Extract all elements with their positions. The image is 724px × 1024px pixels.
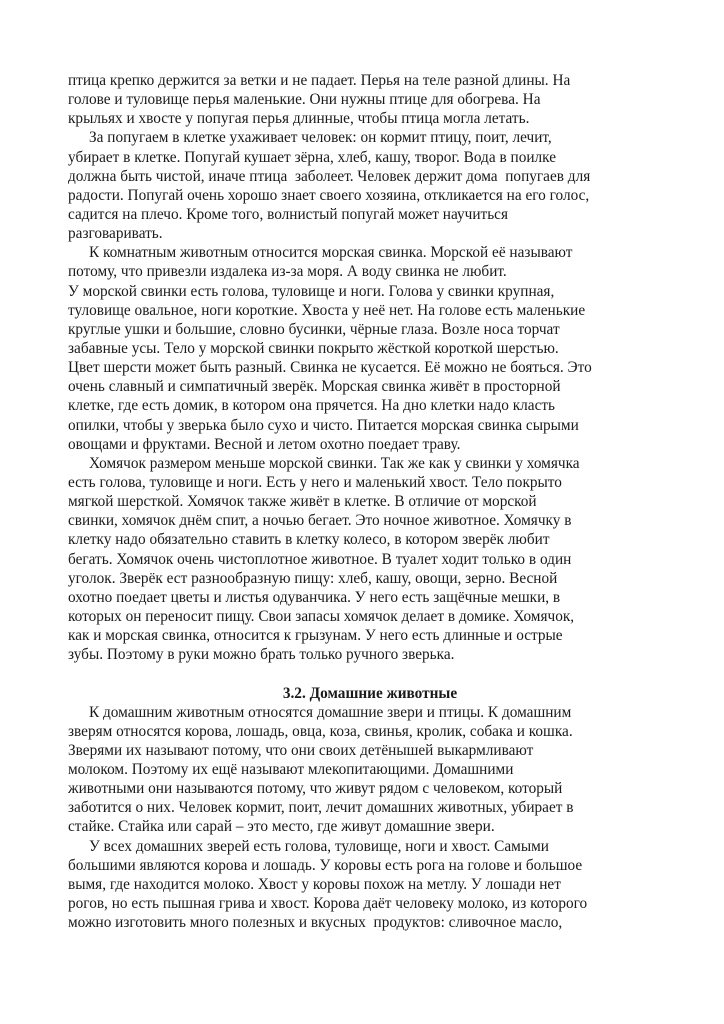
text-line: большими являются корова и лошадь. У коровы есть рога на голове и большое — [68, 856, 583, 874]
text-line: потому, что привезли издалека из-за моря. А воду свинка не любит. — [68, 263, 507, 281]
text-line: вымя, где находится молоко. Хвост у коровы похож на метлу. У лошади нет — [68, 875, 561, 893]
text-line: голове и туловище перья маленькие. Они нужны птице для обогрева. На — [68, 91, 541, 109]
paragraph-domestic-animals — [68, 703, 660, 837]
text-line: свинки, хомячок днём спит, а ночью бегает. Это ночное животное. Хомячку в — [68, 512, 572, 530]
document-page — [68, 71, 660, 932]
text-line: туловище овальное, ноги короткие. Хвоста у неё нет. На голове есть маленькие — [68, 301, 586, 319]
text-line: стайке. Стайка или сарай – это место, где живут домашние звери. — [68, 818, 495, 836]
text-line: есть голова, туловище и ноги. Есть у него и маленький хвост. Тело покрыто — [68, 473, 562, 491]
text-line: которых он переносит пищу. Свои запасы хомячок делает в домике. Хомячок, — [68, 607, 575, 625]
section-heading: 3.2. Домашние животные — [282, 684, 458, 702]
text-line: круглые ушки и большие, словно бусинки, чёрные глаза. Возле носа торчат — [68, 320, 560, 338]
text-line: К домашним животным относятся домашние звери и птицы. К домашним — [89, 703, 572, 721]
text-line: бегать. Хомячок очень чистоплотное животное. В туалет ходит только в один — [68, 550, 572, 568]
text-line: уголок. Зверёк ест разнообразную пищу: хлеб, кашу, овощи, зерно. Весной — [68, 569, 558, 587]
text-line: Зверями их называют потому, что они своих детёнышей выкармливают — [68, 741, 534, 759]
paragraph-parrot-care — [68, 128, 660, 243]
text-line: крыльях и хвосте у попугая перья длинные, чтобы птица могла летать. — [68, 110, 530, 128]
text-line: Хомячок размером меньше морской свинки. Так же как у свинки у хомячка — [89, 454, 580, 472]
text-line: можно изготовить много полезных и вкусных продуктов: сливочное масло, — [68, 914, 563, 932]
text-line: радости. Попугай очень хорошо знает своего хозяина, откликается на его голос, — [68, 186, 590, 204]
text-line: молоком. Поэтому их ещё называют млекопитающими. Домашними — [68, 761, 514, 779]
text-line: опилки, чтобы у зверька было сухо и чисто. Питается морская свинка сырыми — [68, 416, 579, 434]
text-line: охотно поедает цветы и листья одуванчика. У него есть защёчные мешки, в — [68, 588, 561, 606]
text-line: клетку надо обязательно ставить в клетку колесо, в котором зверёк любит — [68, 531, 550, 549]
text-line: должна быть чистой, иначе птица заболеет. Человек держит дома попугаев для — [68, 167, 591, 185]
paragraph-guinea-pig — [68, 243, 660, 454]
text-line: зубы. Поэтому в руки можно брать только ручного зверька. — [68, 646, 455, 664]
text-line: мягкой шерсткой. Хомячок также живёт в клетке. В отличие от морской — [68, 493, 537, 511]
text-line: К комнатным животным относится морская свинка. Морской её называют — [89, 244, 573, 262]
text-line: У морской свинки есть голова, туловище и ноги. Голова у свинки крупная, — [68, 282, 555, 300]
blank-line — [68, 664, 660, 683]
text-line: клетке, где есть домик, в котором она прячется. На дно клетки надо класть — [68, 397, 556, 415]
text-line: забавные усы. Тело у морской свинки покрыто жёсткой короткой шерстью. — [68, 339, 559, 357]
text-line: У всех домашних зверей есть голова, туловище, ноги и хвост. Самыми — [89, 837, 549, 855]
paragraph-parrot-body — [68, 71, 660, 128]
text-line: зверям относятся корова, лошадь, овца, коза, свинья, кролик, собака и кошка. — [68, 722, 573, 740]
text-line: убирает в клетке. Попугай кушает зёрна, хлеб, кашу, творог. Вода в поилке — [68, 148, 556, 166]
text-line: животными они называются потому, что живут рядом с человеком, который — [68, 780, 563, 798]
text-line: заботится о них. Человек кормит, поит, лечит домашних животных, убирает в — [68, 799, 574, 817]
text-line: птица крепко держится за ветки и не падает. Перья на теле разной длины. На — [68, 72, 571, 89]
paragraph-cow-horse — [68, 837, 660, 933]
text-line: Цвет шерсти может быть разный. Свинка не кусается. Её можно не бояться. Это — [68, 359, 592, 377]
text-line: За попугаем в клетке ухаживает человек: он кормит птицу, поит, лечит, — [89, 129, 552, 147]
text-line: садится на плечо. Кроме того, волнистый попугай может научиться — [68, 205, 509, 223]
text-line: овощами и фруктами. Весной и летом охотно поедает траву. — [68, 435, 461, 453]
text-line: как и морская свинка, относится к грызунам. У него есть длинные и острые — [68, 627, 563, 645]
text-line: рогов, но есть пышная грива и хвост. Корова даёт человеку молоко, из которого — [68, 895, 588, 913]
text-line: очень славный и симпатичный зверёк. Морская свинка живёт в просторной — [68, 378, 561, 396]
paragraph-hamster — [68, 454, 660, 665]
text-line: разговаривать. — [68, 225, 163, 243]
